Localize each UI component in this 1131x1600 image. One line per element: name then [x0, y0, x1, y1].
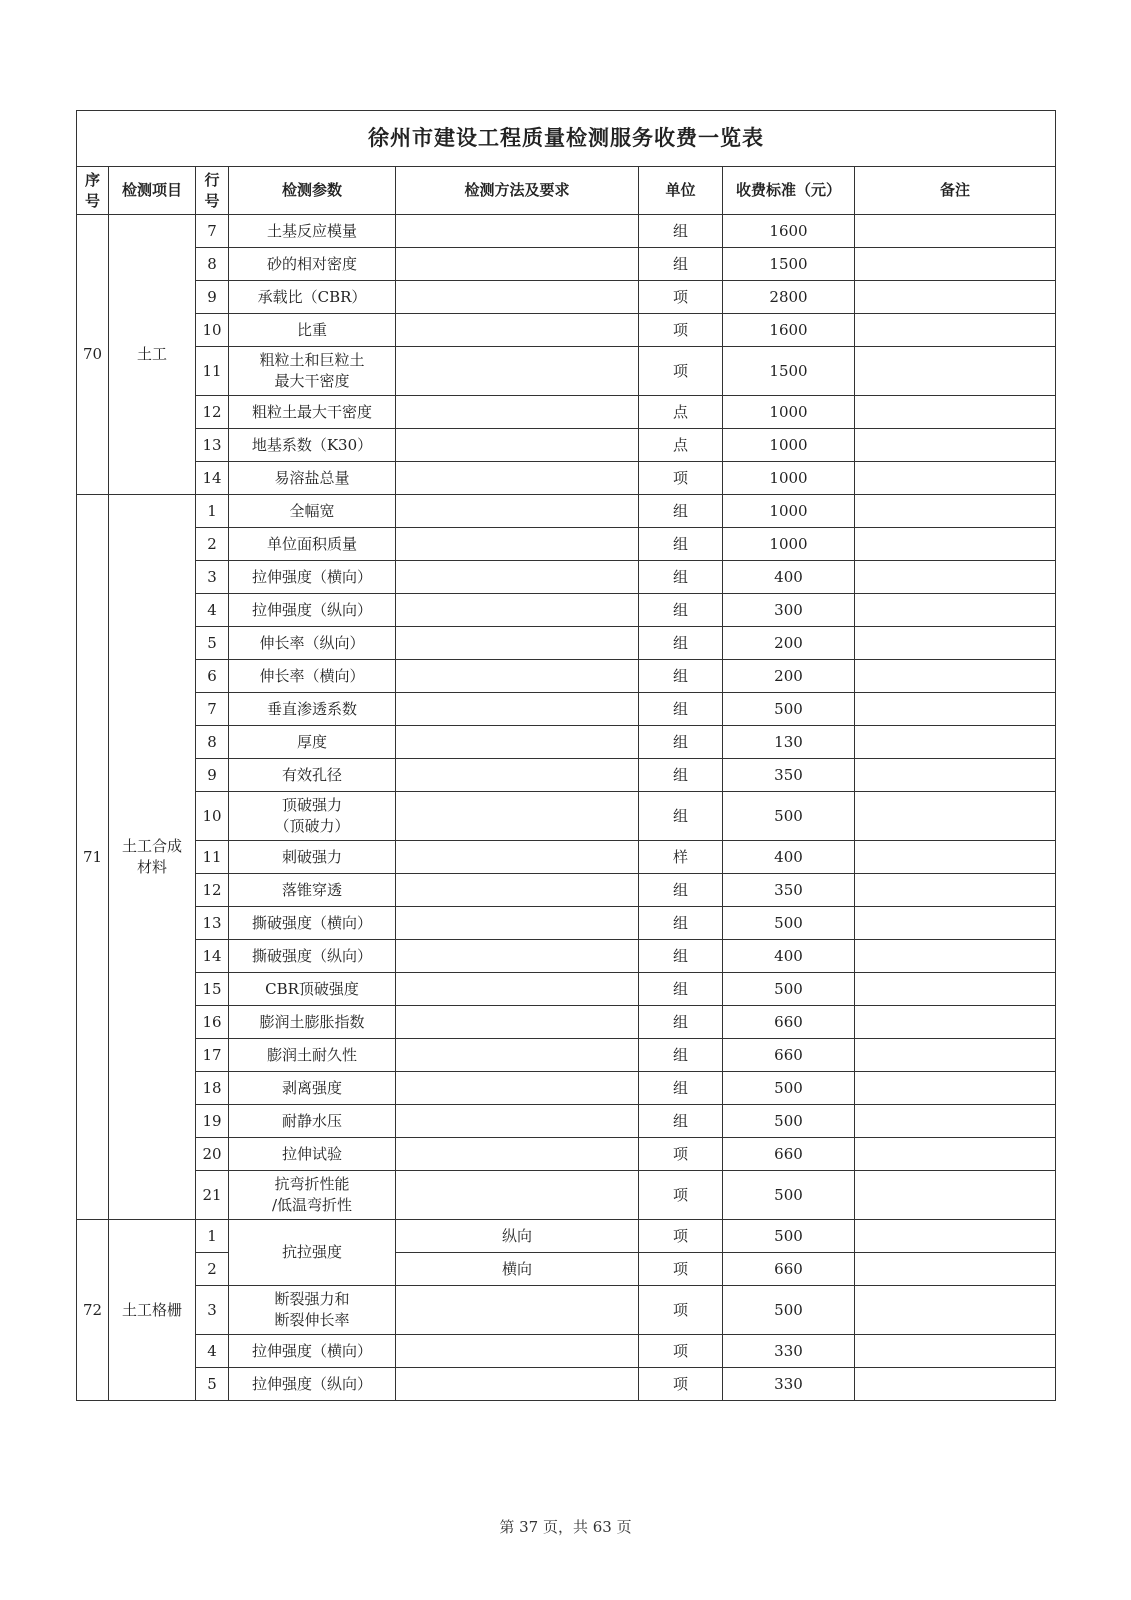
- row-no: 19: [196, 1105, 229, 1138]
- row-fee: 1600: [723, 314, 855, 347]
- page-footer: 第 37 页，共 63 页: [499, 1518, 632, 1536]
- row-param: 土基反应模量: [229, 215, 396, 248]
- row-method: [396, 1286, 639, 1335]
- row-method: [396, 1368, 639, 1401]
- row-unit: 组: [639, 940, 723, 973]
- table-row: [77, 1171, 1056, 1220]
- row-unit: 组: [639, 594, 723, 627]
- row-param: 伸长率（纵向）: [229, 627, 396, 660]
- row-param: 粗粒土最大干密度: [229, 396, 396, 429]
- row-fee: 660: [723, 1039, 855, 1072]
- row-no: 21: [196, 1171, 229, 1220]
- row-method: [396, 594, 639, 627]
- row-note: [855, 1039, 1056, 1072]
- row-method: [396, 726, 639, 759]
- table-row: [77, 528, 1056, 561]
- row-unit: 组: [639, 973, 723, 1006]
- row-method: [396, 1335, 639, 1368]
- table-row: [77, 973, 1056, 1006]
- table-row: [77, 215, 1056, 248]
- row-note: [855, 874, 1056, 907]
- table-row: [77, 759, 1056, 792]
- row-unit: 组: [639, 660, 723, 693]
- row-unit: 组: [639, 627, 723, 660]
- row-fee: 2800: [723, 281, 855, 314]
- row-no: 2: [196, 528, 229, 561]
- row-fee: 500: [723, 1171, 855, 1220]
- header-method: 检测方法及要求: [396, 167, 639, 215]
- row-fee: 350: [723, 759, 855, 792]
- row-fee: 130: [723, 726, 855, 759]
- row-method: [396, 759, 639, 792]
- row-method: [396, 215, 639, 248]
- row-method: [396, 429, 639, 462]
- row-note: [855, 248, 1056, 281]
- row-method: 横向: [396, 1253, 639, 1286]
- row-note: [855, 1006, 1056, 1039]
- row-fee: 500: [723, 907, 855, 940]
- row-unit: 组: [639, 1105, 723, 1138]
- row-method: [396, 314, 639, 347]
- row-unit: 样: [639, 841, 723, 874]
- row-note: [855, 1220, 1056, 1253]
- table-row: [77, 660, 1056, 693]
- row-note: [855, 973, 1056, 1006]
- row-param: 比重: [229, 314, 396, 347]
- row-param: 承载比（CBR）: [229, 281, 396, 314]
- table-row: [77, 1253, 1056, 1286]
- row-method: [396, 347, 639, 396]
- fee-table: [76, 110, 1056, 1401]
- row-fee: 400: [723, 940, 855, 973]
- table-row: [77, 561, 1056, 594]
- row-no: 1: [196, 495, 229, 528]
- row-param: 垂直渗透系数: [229, 693, 396, 726]
- row-method: [396, 907, 639, 940]
- row-no: 13: [196, 907, 229, 940]
- row-param: 拉伸强度（纵向）: [229, 594, 396, 627]
- header-note: 备注: [855, 167, 1056, 215]
- row-no: 13: [196, 429, 229, 462]
- row-note: [855, 726, 1056, 759]
- row-param: 单位面积质量: [229, 528, 396, 561]
- row-note: [855, 792, 1056, 841]
- group-item: 土工格栅: [109, 1220, 196, 1401]
- row-param: 拉伸强度（纵向）: [229, 1368, 396, 1401]
- table-row: [77, 726, 1056, 759]
- row-note: [855, 1286, 1056, 1335]
- row-no: 1: [196, 1220, 229, 1253]
- table-row: [77, 1039, 1056, 1072]
- row-note: [855, 347, 1056, 396]
- row-no: 7: [196, 693, 229, 726]
- row-fee: 1500: [723, 347, 855, 396]
- row-no: 20: [196, 1138, 229, 1171]
- row-unit: 点: [639, 429, 723, 462]
- row-note: [855, 594, 1056, 627]
- row-note: [855, 1368, 1056, 1401]
- row-fee: 1000: [723, 528, 855, 561]
- row-fee: 1000: [723, 495, 855, 528]
- row-note: [855, 693, 1056, 726]
- row-unit: 组: [639, 792, 723, 841]
- row-no: 11: [196, 347, 229, 396]
- row-no: 10: [196, 792, 229, 841]
- row-fee: 660: [723, 1006, 855, 1039]
- row-method: [396, 248, 639, 281]
- row-note: [855, 314, 1056, 347]
- row-method: [396, 396, 639, 429]
- row-method: [396, 660, 639, 693]
- row-note: [855, 627, 1056, 660]
- row-fee: 500: [723, 693, 855, 726]
- row-note: [855, 396, 1056, 429]
- group-seq: 71: [77, 495, 109, 1220]
- row-method: [396, 561, 639, 594]
- row-fee: 200: [723, 660, 855, 693]
- row-fee: 400: [723, 561, 855, 594]
- row-no: 2: [196, 1253, 229, 1286]
- row-param: 粗粒土和巨粒土 最大干密度: [229, 347, 396, 396]
- row-unit: 项: [639, 462, 723, 495]
- table-row: [77, 462, 1056, 495]
- row-unit: 组: [639, 693, 723, 726]
- table-row: [77, 396, 1056, 429]
- row-no: 14: [196, 940, 229, 973]
- row-fee: 200: [723, 627, 855, 660]
- row-param: 厚度: [229, 726, 396, 759]
- row-unit: 组: [639, 759, 723, 792]
- row-method: [396, 940, 639, 973]
- row-param: 抗弯折性能 /低温弯折性: [229, 1171, 396, 1220]
- row-unit: 项: [639, 1253, 723, 1286]
- row-param: 断裂强力和 断裂伸长率: [229, 1286, 396, 1335]
- row-method: 纵向: [396, 1220, 639, 1253]
- table-row: [77, 841, 1056, 874]
- row-param: 顶破强力 （顶破力）: [229, 792, 396, 841]
- row-method: [396, 1105, 639, 1138]
- row-method: [396, 1006, 639, 1039]
- row-param: 全幅宽: [229, 495, 396, 528]
- row-no: 4: [196, 594, 229, 627]
- row-no: 16: [196, 1006, 229, 1039]
- row-no: 9: [196, 281, 229, 314]
- table-row: [77, 281, 1056, 314]
- row-no: 7: [196, 215, 229, 248]
- row-fee: 330: [723, 1368, 855, 1401]
- row-no: 11: [196, 841, 229, 874]
- row-note: [855, 1105, 1056, 1138]
- row-method: [396, 792, 639, 841]
- row-unit: 项: [639, 1286, 723, 1335]
- row-note: [855, 907, 1056, 940]
- row-fee: 1600: [723, 215, 855, 248]
- row-note: [855, 759, 1056, 792]
- row-note: [855, 1138, 1056, 1171]
- row-param: 拉伸强度（横向）: [229, 1335, 396, 1368]
- table-row: [77, 594, 1056, 627]
- header-item: 检测项目: [109, 167, 196, 215]
- row-method: [396, 528, 639, 561]
- row-fee: 500: [723, 973, 855, 1006]
- row-note: [855, 940, 1056, 973]
- row-fee: 1000: [723, 429, 855, 462]
- table-row: [77, 429, 1056, 462]
- row-unit: 组: [639, 561, 723, 594]
- row-method: [396, 841, 639, 874]
- row-unit: 项: [639, 1368, 723, 1401]
- row-note: [855, 1253, 1056, 1286]
- table-row: [77, 248, 1056, 281]
- row-no: 12: [196, 396, 229, 429]
- row-param: 膨润土膨胀指数: [229, 1006, 396, 1039]
- header-line: 行 号: [196, 167, 229, 215]
- row-param: 拉伸试验: [229, 1138, 396, 1171]
- row-fee: 660: [723, 1138, 855, 1171]
- header-fee: 收费标准（元）: [723, 167, 855, 215]
- header-param: 检测参数: [229, 167, 396, 215]
- row-param: 伸长率（横向）: [229, 660, 396, 693]
- table-row: [77, 1335, 1056, 1368]
- row-note: [855, 1171, 1056, 1220]
- row-fee: 400: [723, 841, 855, 874]
- row-unit: 组: [639, 726, 723, 759]
- table-row: [77, 1138, 1056, 1171]
- row-no: 15: [196, 973, 229, 1006]
- row-method: [396, 1171, 639, 1220]
- row-method: [396, 874, 639, 907]
- row-fee: 660: [723, 1253, 855, 1286]
- row-param: 撕破强度（纵向）: [229, 940, 396, 973]
- row-no: 10: [196, 314, 229, 347]
- row-param: 落锥穿透: [229, 874, 396, 907]
- row-method: [396, 1039, 639, 1072]
- row-fee: 500: [723, 1105, 855, 1138]
- row-method: [396, 627, 639, 660]
- row-unit: 组: [639, 1006, 723, 1039]
- row-no: 17: [196, 1039, 229, 1072]
- row-no: 3: [196, 1286, 229, 1335]
- row-method: [396, 1072, 639, 1105]
- row-param: 刺破强力: [229, 841, 396, 874]
- row-note: [855, 495, 1056, 528]
- row-fee: 350: [723, 874, 855, 907]
- row-method: [396, 693, 639, 726]
- table-row: [77, 940, 1056, 973]
- row-method: [396, 973, 639, 1006]
- header-seq: 序 号: [77, 167, 109, 215]
- row-fee: 1500: [723, 248, 855, 281]
- group-seq: 70: [77, 215, 109, 495]
- row-fee: 500: [723, 1220, 855, 1253]
- row-param: 易溶盐总量: [229, 462, 396, 495]
- row-param: 撕破强度（横向）: [229, 907, 396, 940]
- row-note: [855, 841, 1056, 874]
- group-seq: 72: [77, 1220, 109, 1401]
- table-row: [77, 1368, 1056, 1401]
- row-unit: 组: [639, 907, 723, 940]
- table-row: [77, 1286, 1056, 1335]
- row-unit: 项: [639, 1171, 723, 1220]
- row-note: [855, 429, 1056, 462]
- row-no: 18: [196, 1072, 229, 1105]
- row-unit: 组: [639, 874, 723, 907]
- table-row: [77, 314, 1056, 347]
- row-param: CBR顶破强度: [229, 973, 396, 1006]
- row-no: 4: [196, 1335, 229, 1368]
- row-fee: 330: [723, 1335, 855, 1368]
- row-param: 有效孔径: [229, 759, 396, 792]
- row-note: [855, 1072, 1056, 1105]
- row-no: 8: [196, 726, 229, 759]
- row-fee: 1000: [723, 396, 855, 429]
- group-item: 土工: [109, 215, 196, 495]
- row-note: [855, 462, 1056, 495]
- table-row: [77, 627, 1056, 660]
- row-fee: 300: [723, 594, 855, 627]
- row-fee: 500: [723, 792, 855, 841]
- row-note: [855, 561, 1056, 594]
- row-param: 拉伸强度（横向）: [229, 561, 396, 594]
- row-method: [396, 462, 639, 495]
- row-unit: 组: [639, 1072, 723, 1105]
- row-unit: 项: [639, 1138, 723, 1171]
- fee-table-page: [76, 110, 1055, 1401]
- row-no: 5: [196, 627, 229, 660]
- table-row: [77, 1105, 1056, 1138]
- table-title: 徐州市建设工程质量检测服务收费一览表: [77, 111, 1056, 167]
- row-no: 9: [196, 759, 229, 792]
- table-row: [77, 1072, 1056, 1105]
- row-unit: 项: [639, 347, 723, 396]
- table-row: [77, 495, 1056, 528]
- row-method: [396, 1138, 639, 1171]
- row-param: 耐静水压: [229, 1105, 396, 1138]
- row-method: [396, 495, 639, 528]
- row-unit: 组: [639, 248, 723, 281]
- row-unit: 组: [639, 495, 723, 528]
- row-no: 12: [196, 874, 229, 907]
- row-fee: 500: [723, 1286, 855, 1335]
- row-no: 8: [196, 248, 229, 281]
- table-row: [77, 347, 1056, 396]
- row-unit: 组: [639, 215, 723, 248]
- row-param: 砂的相对密度: [229, 248, 396, 281]
- row-param: 抗拉强度: [229, 1220, 396, 1286]
- row-method: [396, 281, 639, 314]
- table-row: [77, 874, 1056, 907]
- row-no: 3: [196, 561, 229, 594]
- row-note: [855, 1335, 1056, 1368]
- table-row: [77, 907, 1056, 940]
- row-unit: 项: [639, 1335, 723, 1368]
- row-note: [855, 215, 1056, 248]
- header-unit: 单位: [639, 167, 723, 215]
- row-param: 膨润土耐久性: [229, 1039, 396, 1072]
- row-no: 6: [196, 660, 229, 693]
- table-row: [77, 1220, 1056, 1253]
- row-no: 5: [196, 1368, 229, 1401]
- row-param: 剥离强度: [229, 1072, 396, 1105]
- row-fee: 500: [723, 1072, 855, 1105]
- table-row: [77, 1006, 1056, 1039]
- table-row: [77, 693, 1056, 726]
- row-unit: 组: [639, 1039, 723, 1072]
- row-unit: 项: [639, 281, 723, 314]
- row-no: 14: [196, 462, 229, 495]
- row-note: [855, 528, 1056, 561]
- row-unit: 项: [639, 314, 723, 347]
- row-note: [855, 660, 1056, 693]
- row-unit: 项: [639, 1220, 723, 1253]
- row-param: 地基系数（K30）: [229, 429, 396, 462]
- row-fee: 1000: [723, 462, 855, 495]
- group-item: 土工合成 材料: [109, 495, 196, 1220]
- row-note: [855, 281, 1056, 314]
- table-row: [77, 792, 1056, 841]
- row-unit: 点: [639, 396, 723, 429]
- row-unit: 组: [639, 528, 723, 561]
